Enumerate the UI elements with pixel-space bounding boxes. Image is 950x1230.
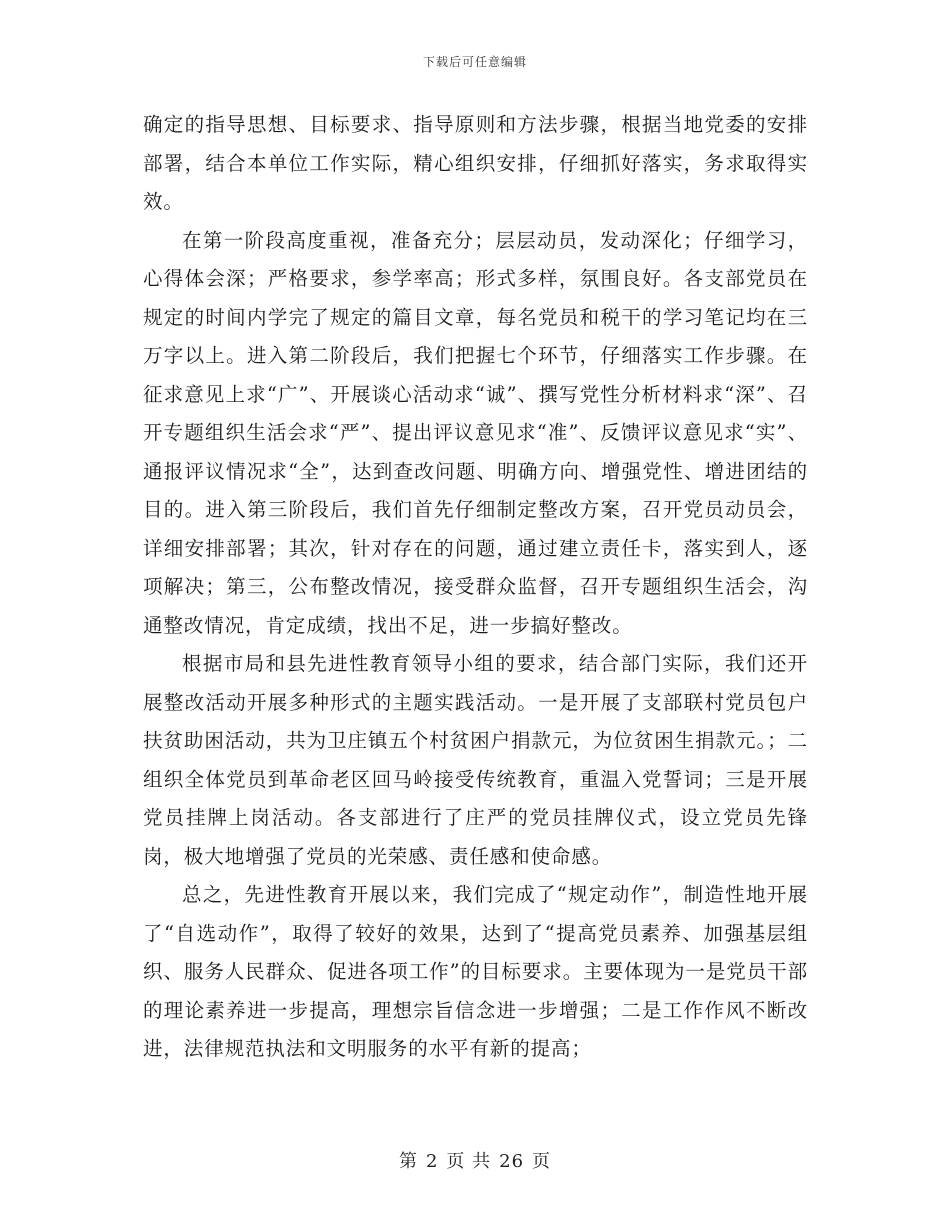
page-prefix: 第 xyxy=(398,1151,418,1172)
paragraph-stages: 在第一阶段高度重视，准备充分；层层动员，发动深化；仔细学习，心得体会深；严格要求，参学率高；形式多样，氛围良好。各支部党员在规定的时间内学完了规定的篇目文章，每名党员和税干的学习笔记均在三万字以上。进入第二阶段后，我们把握七个环节，仔细落实工作步骤。在征求意见上求“广”、开展谈心活动求“诚”、撰写党性分析材料求“深”、召开专题组织生活会求“严”、提出评议意见求“准”、反馈评议意见求“实”、通报评议情况求“全”，达到查改问题、明确方向、增强党性、增进团结的目的。进入第三阶段后，我们首先仔细制定整改方案，召开党员动员会，详细安排部署；其次，针对存在的问题，通过建立责任卡，落实到人，逐项解决；第三，公布整改情况，接受群众监督，召开专题组织生活会，沟通整改情况，肯定成绩，找出不足，进一步搞好整改。 xyxy=(143,228,808,637)
page-number: 2 xyxy=(425,1151,439,1172)
header-note: 下载后可任意编辑 xyxy=(422,55,527,69)
document-body xyxy=(143,106,808,1069)
paragraph-summary: 总之，先进性教育开展以来，我们完成了“规定动作”，制造性地开展了“自选动作”，取得了较好的效果，达到了“提高党员素养、加强基层组织、服务人民群众、促进各项工作”的目标要求。主要体现为一是党员干部的理论素养进一步提高，理想宗旨信念进一步增强；二是工作作风不断改进，法律规范执法和文明服务的水平有新的提高； xyxy=(143,883,808,1060)
paragraph-continuation: 确定的指导思想、目标要求、指导原则和方法步骤，根据当地党委的安排部署，结合本单位工作实际，精心组织安排，仔细抓好落实，务求取得实效。 xyxy=(143,113,808,213)
total-pages: 26 xyxy=(499,1151,525,1172)
page-footer xyxy=(0,1147,950,1173)
page-suffix: 页 xyxy=(532,1151,552,1172)
paragraph-practice-activities: 根据市局和县先进性教育领导小组的要求，结合部门实际，我们还开展整改活动开展多种形式的主题实践活动。一是开展了支部联村党员包户扶贫助困活动，共为卫庄镇五个村贫困户捐款元，为位贫困生捐款元。；二组织全体党员到革命老区回马岭接受传统教育，重温入党誓词；三是开展党员挂牌上岗活动。各支部进行了庄严的党员挂牌仪式，设立党员先锋岗，极大地增强了党员的光荣感、责任感和使命感。 xyxy=(143,652,808,868)
page-middle: 页 共 xyxy=(446,1151,492,1172)
